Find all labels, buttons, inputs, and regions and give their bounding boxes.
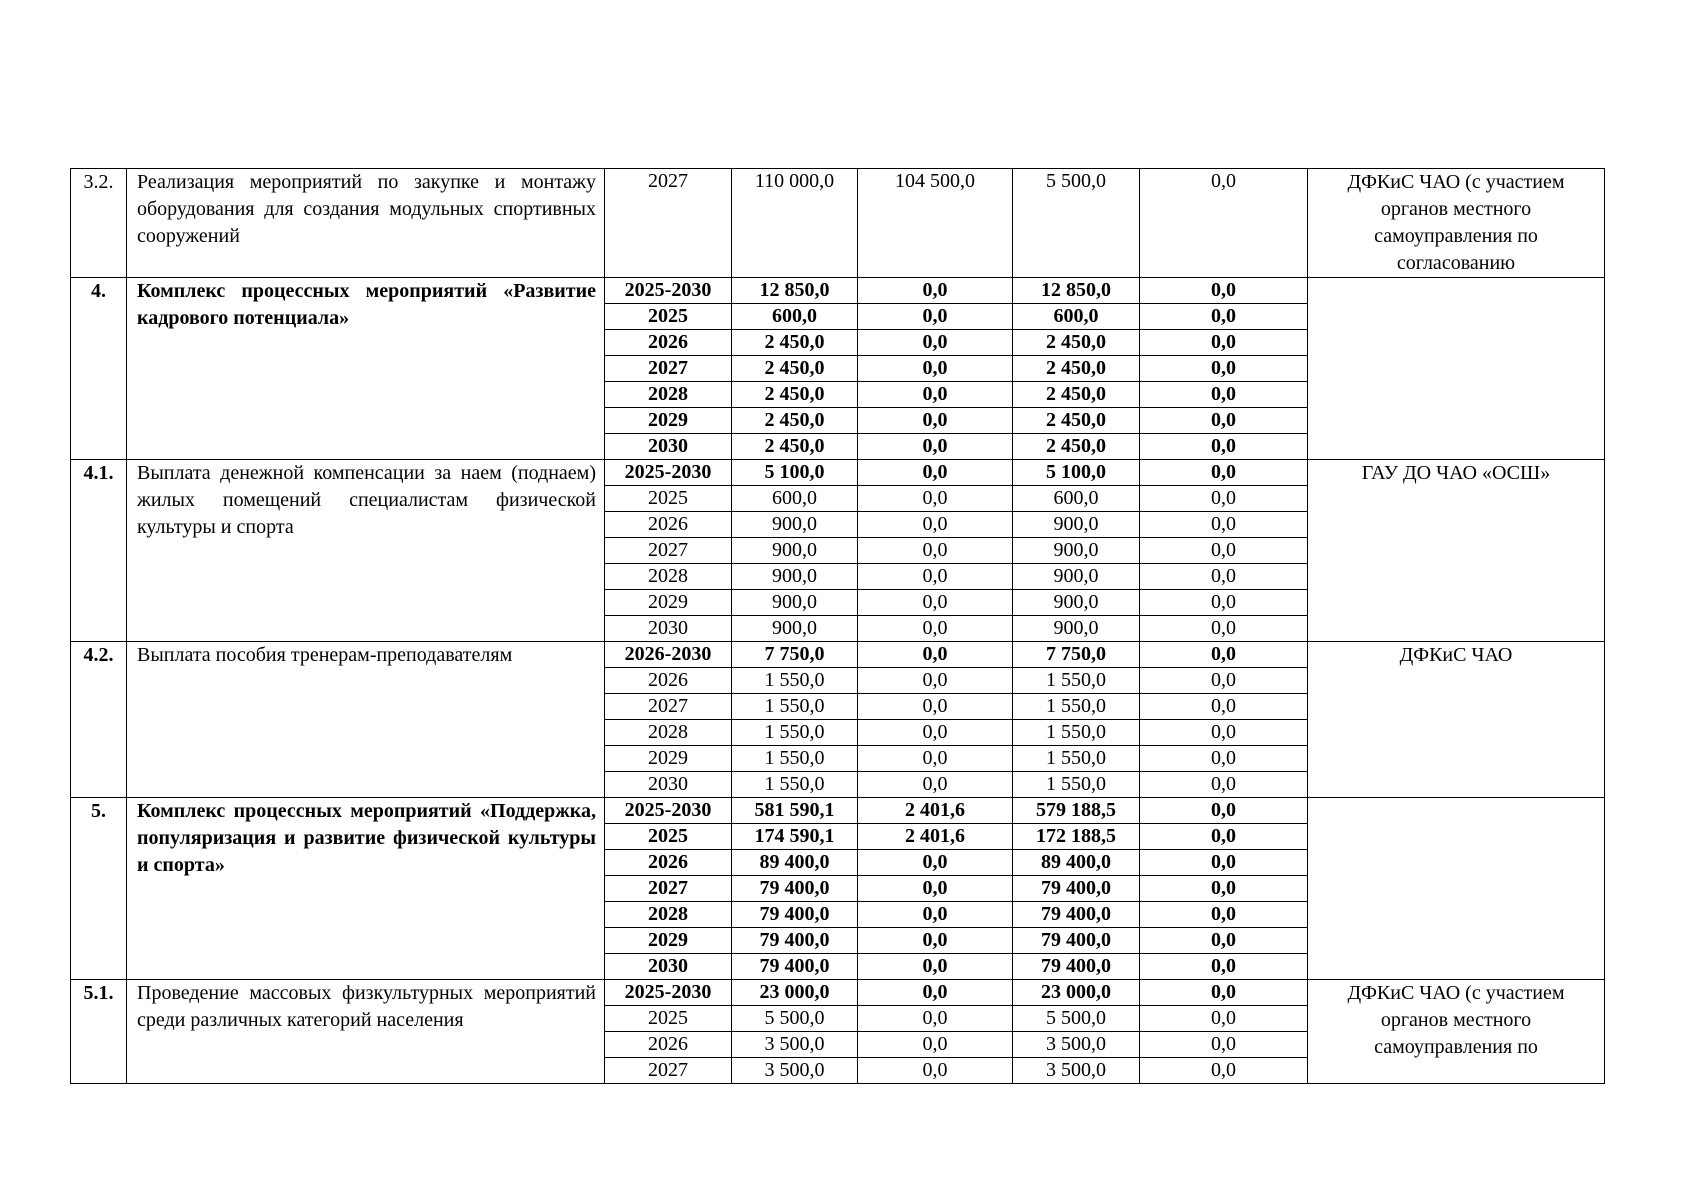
- other-sources-cell: 0,0: [1140, 512, 1308, 538]
- item-number: 4.2.: [71, 642, 127, 798]
- regional-budget-cell: 579 188,5: [1013, 798, 1140, 824]
- regional-budget-cell: 1 550,0: [1013, 720, 1140, 746]
- federal-budget-cell: 0,0: [858, 538, 1013, 564]
- federal-budget-cell: 2 401,6: [858, 824, 1013, 850]
- other-sources-cell: 0,0: [1140, 694, 1308, 720]
- total-cell: 3 500,0: [732, 1032, 858, 1058]
- federal-budget-cell: 0,0: [858, 564, 1013, 590]
- federal-budget-cell: 0,0: [858, 902, 1013, 928]
- total-cell: 23 000,0: [732, 980, 858, 1006]
- period-cell: 2027: [605, 694, 732, 720]
- regional-budget-cell: 900,0: [1013, 538, 1140, 564]
- period-cell: 2030: [605, 616, 732, 642]
- regional-budget-cell: 1 550,0: [1013, 772, 1140, 798]
- executor-cell: [1308, 798, 1605, 980]
- regional-budget-cell: 89 400,0: [1013, 850, 1140, 876]
- regional-budget-cell: 79 400,0: [1013, 902, 1140, 928]
- period-cell: 2028: [605, 564, 732, 590]
- period-cell: 2026-2030: [605, 642, 732, 668]
- regional-budget-cell: 600,0: [1013, 486, 1140, 512]
- period-cell: 2028: [605, 902, 732, 928]
- federal-budget-cell: 0,0: [858, 694, 1013, 720]
- item-number: 5.1.: [71, 980, 127, 1084]
- other-sources-cell: 0,0: [1140, 460, 1308, 486]
- period-cell: 2027: [605, 356, 732, 382]
- other-sources-cell: 0,0: [1140, 1032, 1308, 1058]
- item-number: 5.: [71, 798, 127, 980]
- other-sources-cell: 0,0: [1140, 642, 1308, 668]
- other-sources-cell: 0,0: [1140, 1058, 1308, 1084]
- funding-table: [70, 168, 1605, 1084]
- table-row: [71, 980, 1605, 1006]
- regional-budget-cell: 79 400,0: [1013, 954, 1140, 980]
- regional-budget-cell: 79 400,0: [1013, 928, 1140, 954]
- federal-budget-cell: 0,0: [858, 1006, 1013, 1032]
- period-cell: 2030: [605, 434, 732, 460]
- table-row: [71, 798, 1605, 824]
- federal-budget-cell: 0,0: [858, 642, 1013, 668]
- period-cell: 2027: [605, 169, 732, 278]
- period-cell: 2025-2030: [605, 278, 732, 304]
- other-sources-cell: 0,0: [1140, 590, 1308, 616]
- federal-budget-cell: 0,0: [858, 408, 1013, 434]
- other-sources-cell: 0,0: [1140, 720, 1308, 746]
- period-cell: 2029: [605, 928, 732, 954]
- table-body: [71, 169, 1605, 1084]
- executor-cell: ДФКиС ЧАО: [1308, 642, 1605, 798]
- federal-budget-cell: 0,0: [858, 590, 1013, 616]
- period-cell: 2029: [605, 746, 732, 772]
- item-name: Выплата пособия тренерам-преподавателям: [127, 642, 605, 798]
- total-cell: 2 450,0: [732, 330, 858, 356]
- regional-budget-cell: 2 450,0: [1013, 330, 1140, 356]
- period-cell: 2026: [605, 668, 732, 694]
- regional-budget-cell: 600,0: [1013, 304, 1140, 330]
- regional-budget-cell: 7 750,0: [1013, 642, 1140, 668]
- item-name: Выплата денежной компенсации за наем (поднаем) жилых помещений специалистам физической культуры и спорта: [127, 460, 605, 642]
- federal-budget-cell: 0,0: [858, 304, 1013, 330]
- other-sources-cell: 0,0: [1140, 330, 1308, 356]
- period-cell: 2028: [605, 720, 732, 746]
- other-sources-cell: 0,0: [1140, 278, 1308, 304]
- period-cell: 2025: [605, 486, 732, 512]
- federal-budget-cell: 0,0: [858, 486, 1013, 512]
- federal-budget-cell: 0,0: [858, 954, 1013, 980]
- federal-budget-cell: 0,0: [858, 928, 1013, 954]
- total-cell: 900,0: [732, 564, 858, 590]
- other-sources-cell: 0,0: [1140, 616, 1308, 642]
- regional-budget-cell: 900,0: [1013, 564, 1140, 590]
- regional-budget-cell: 3 500,0: [1013, 1058, 1140, 1084]
- federal-budget-cell: 0,0: [858, 980, 1013, 1006]
- period-cell: 2025-2030: [605, 460, 732, 486]
- federal-budget-cell: 0,0: [858, 382, 1013, 408]
- total-cell: 900,0: [732, 538, 858, 564]
- regional-budget-cell: 79 400,0: [1013, 876, 1140, 902]
- federal-budget-cell: 0,0: [858, 460, 1013, 486]
- item-name: Реализация мероприятий по закупке и монтажу оборудования для создания модульных спортивных сооружений: [127, 169, 605, 278]
- total-cell: 5 500,0: [732, 1006, 858, 1032]
- regional-budget-cell: 900,0: [1013, 590, 1140, 616]
- regional-budget-cell: 3 500,0: [1013, 1032, 1140, 1058]
- other-sources-cell: 0,0: [1140, 1006, 1308, 1032]
- total-cell: 79 400,0: [732, 928, 858, 954]
- table-row: [71, 169, 1605, 278]
- executor-cell: [1308, 278, 1605, 460]
- total-cell: 79 400,0: [732, 954, 858, 980]
- federal-budget-cell: 0,0: [858, 746, 1013, 772]
- total-cell: 7 750,0: [732, 642, 858, 668]
- federal-budget-cell: 0,0: [858, 356, 1013, 382]
- total-cell: 12 850,0: [732, 278, 858, 304]
- other-sources-cell: 0,0: [1140, 538, 1308, 564]
- other-sources-cell: 0,0: [1140, 798, 1308, 824]
- total-cell: 79 400,0: [732, 902, 858, 928]
- federal-budget-cell: 0,0: [858, 330, 1013, 356]
- total-cell: 900,0: [732, 590, 858, 616]
- other-sources-cell: 0,0: [1140, 954, 1308, 980]
- other-sources-cell: 0,0: [1140, 564, 1308, 590]
- total-cell: 1 550,0: [732, 720, 858, 746]
- item-number: 4.1.: [71, 460, 127, 642]
- regional-budget-cell: 12 850,0: [1013, 278, 1140, 304]
- regional-budget-cell: 1 550,0: [1013, 668, 1140, 694]
- table-row: [71, 460, 1605, 486]
- other-sources-cell: 0,0: [1140, 169, 1308, 278]
- period-cell: 2027: [605, 1058, 732, 1084]
- total-cell: 600,0: [732, 304, 858, 330]
- regional-budget-cell: 2 450,0: [1013, 408, 1140, 434]
- executor-cell: ДФКиС ЧАО (с участием органов местного самоуправления по согласованию: [1308, 169, 1605, 278]
- total-cell: 1 550,0: [732, 694, 858, 720]
- period-cell: 2027: [605, 538, 732, 564]
- period-cell: 2028: [605, 382, 732, 408]
- federal-budget-cell: 0,0: [858, 876, 1013, 902]
- regional-budget-cell: 1 550,0: [1013, 746, 1140, 772]
- regional-budget-cell: 900,0: [1013, 512, 1140, 538]
- total-cell: 5 100,0: [732, 460, 858, 486]
- regional-budget-cell: 2 450,0: [1013, 356, 1140, 382]
- other-sources-cell: 0,0: [1140, 902, 1308, 928]
- other-sources-cell: 0,0: [1140, 434, 1308, 460]
- executor-cell: ДФКиС ЧАО (с участием органов местного самоуправления по: [1308, 980, 1605, 1084]
- period-cell: 2025: [605, 304, 732, 330]
- federal-budget-cell: 0,0: [858, 1032, 1013, 1058]
- other-sources-cell: 0,0: [1140, 876, 1308, 902]
- period-cell: 2029: [605, 590, 732, 616]
- item-number: 4.: [71, 278, 127, 460]
- regional-budget-cell: 1 550,0: [1013, 694, 1140, 720]
- regional-budget-cell: 172 188,5: [1013, 824, 1140, 850]
- other-sources-cell: 0,0: [1140, 486, 1308, 512]
- federal-budget-cell: 104 500,0: [858, 169, 1013, 278]
- executor-cell: ГАУ ДО ЧАО «ОСШ»: [1308, 460, 1605, 642]
- table-row: [71, 278, 1605, 304]
- total-cell: 600,0: [732, 486, 858, 512]
- other-sources-cell: 0,0: [1140, 746, 1308, 772]
- total-cell: 2 450,0: [732, 434, 858, 460]
- total-cell: 174 590,1: [732, 824, 858, 850]
- other-sources-cell: 0,0: [1140, 772, 1308, 798]
- other-sources-cell: 0,0: [1140, 668, 1308, 694]
- other-sources-cell: 0,0: [1140, 304, 1308, 330]
- total-cell: 79 400,0: [732, 876, 858, 902]
- period-cell: 2025: [605, 824, 732, 850]
- federal-budget-cell: 0,0: [858, 1058, 1013, 1084]
- item-number: 3.2.: [71, 169, 127, 278]
- total-cell: 900,0: [732, 512, 858, 538]
- total-cell: 2 450,0: [732, 408, 858, 434]
- other-sources-cell: 0,0: [1140, 980, 1308, 1006]
- federal-budget-cell: 0,0: [858, 850, 1013, 876]
- period-cell: 2025-2030: [605, 798, 732, 824]
- total-cell: 2 450,0: [732, 382, 858, 408]
- period-cell: 2026: [605, 330, 732, 356]
- federal-budget-cell: 0,0: [858, 668, 1013, 694]
- regional-budget-cell: 5 500,0: [1013, 169, 1140, 278]
- period-cell: 2027: [605, 876, 732, 902]
- period-cell: 2025-2030: [605, 980, 732, 1006]
- total-cell: 3 500,0: [732, 1058, 858, 1084]
- period-cell: 2030: [605, 772, 732, 798]
- federal-budget-cell: 0,0: [858, 720, 1013, 746]
- regional-budget-cell: 23 000,0: [1013, 980, 1140, 1006]
- other-sources-cell: 0,0: [1140, 928, 1308, 954]
- total-cell: 2 450,0: [732, 356, 858, 382]
- total-cell: 1 550,0: [732, 772, 858, 798]
- item-name: Комплекс процессных мероприятий «Поддержка, популяризация и развитие физической культуры и спорта»: [127, 798, 605, 980]
- item-name: Комплекс процессных мероприятий «Развитие кадрового потенциала»: [127, 278, 605, 460]
- federal-budget-cell: 0,0: [858, 278, 1013, 304]
- federal-budget-cell: 0,0: [858, 616, 1013, 642]
- period-cell: 2029: [605, 408, 732, 434]
- regional-budget-cell: 5 100,0: [1013, 460, 1140, 486]
- period-cell: 2025: [605, 1006, 732, 1032]
- period-cell: 2026: [605, 850, 732, 876]
- regional-budget-cell: 5 500,0: [1013, 1006, 1140, 1032]
- total-cell: 1 550,0: [732, 746, 858, 772]
- other-sources-cell: 0,0: [1140, 850, 1308, 876]
- regional-budget-cell: 900,0: [1013, 616, 1140, 642]
- period-cell: 2026: [605, 512, 732, 538]
- period-cell: 2030: [605, 954, 732, 980]
- federal-budget-cell: 0,0: [858, 512, 1013, 538]
- total-cell: 900,0: [732, 616, 858, 642]
- total-cell: 110 000,0: [732, 169, 858, 278]
- other-sources-cell: 0,0: [1140, 382, 1308, 408]
- other-sources-cell: 0,0: [1140, 824, 1308, 850]
- total-cell: 581 590,1: [732, 798, 858, 824]
- total-cell: 89 400,0: [732, 850, 858, 876]
- item-name: Проведение массовых физкультурных мероприятий среди различных категорий населения: [127, 980, 605, 1084]
- table-row: [71, 642, 1605, 668]
- period-cell: 2026: [605, 1032, 732, 1058]
- federal-budget-cell: 0,0: [858, 772, 1013, 798]
- regional-budget-cell: 2 450,0: [1013, 434, 1140, 460]
- regional-budget-cell: 2 450,0: [1013, 382, 1140, 408]
- other-sources-cell: 0,0: [1140, 408, 1308, 434]
- federal-budget-cell: 2 401,6: [858, 798, 1013, 824]
- total-cell: 1 550,0: [732, 668, 858, 694]
- other-sources-cell: 0,0: [1140, 356, 1308, 382]
- federal-budget-cell: 0,0: [858, 434, 1013, 460]
